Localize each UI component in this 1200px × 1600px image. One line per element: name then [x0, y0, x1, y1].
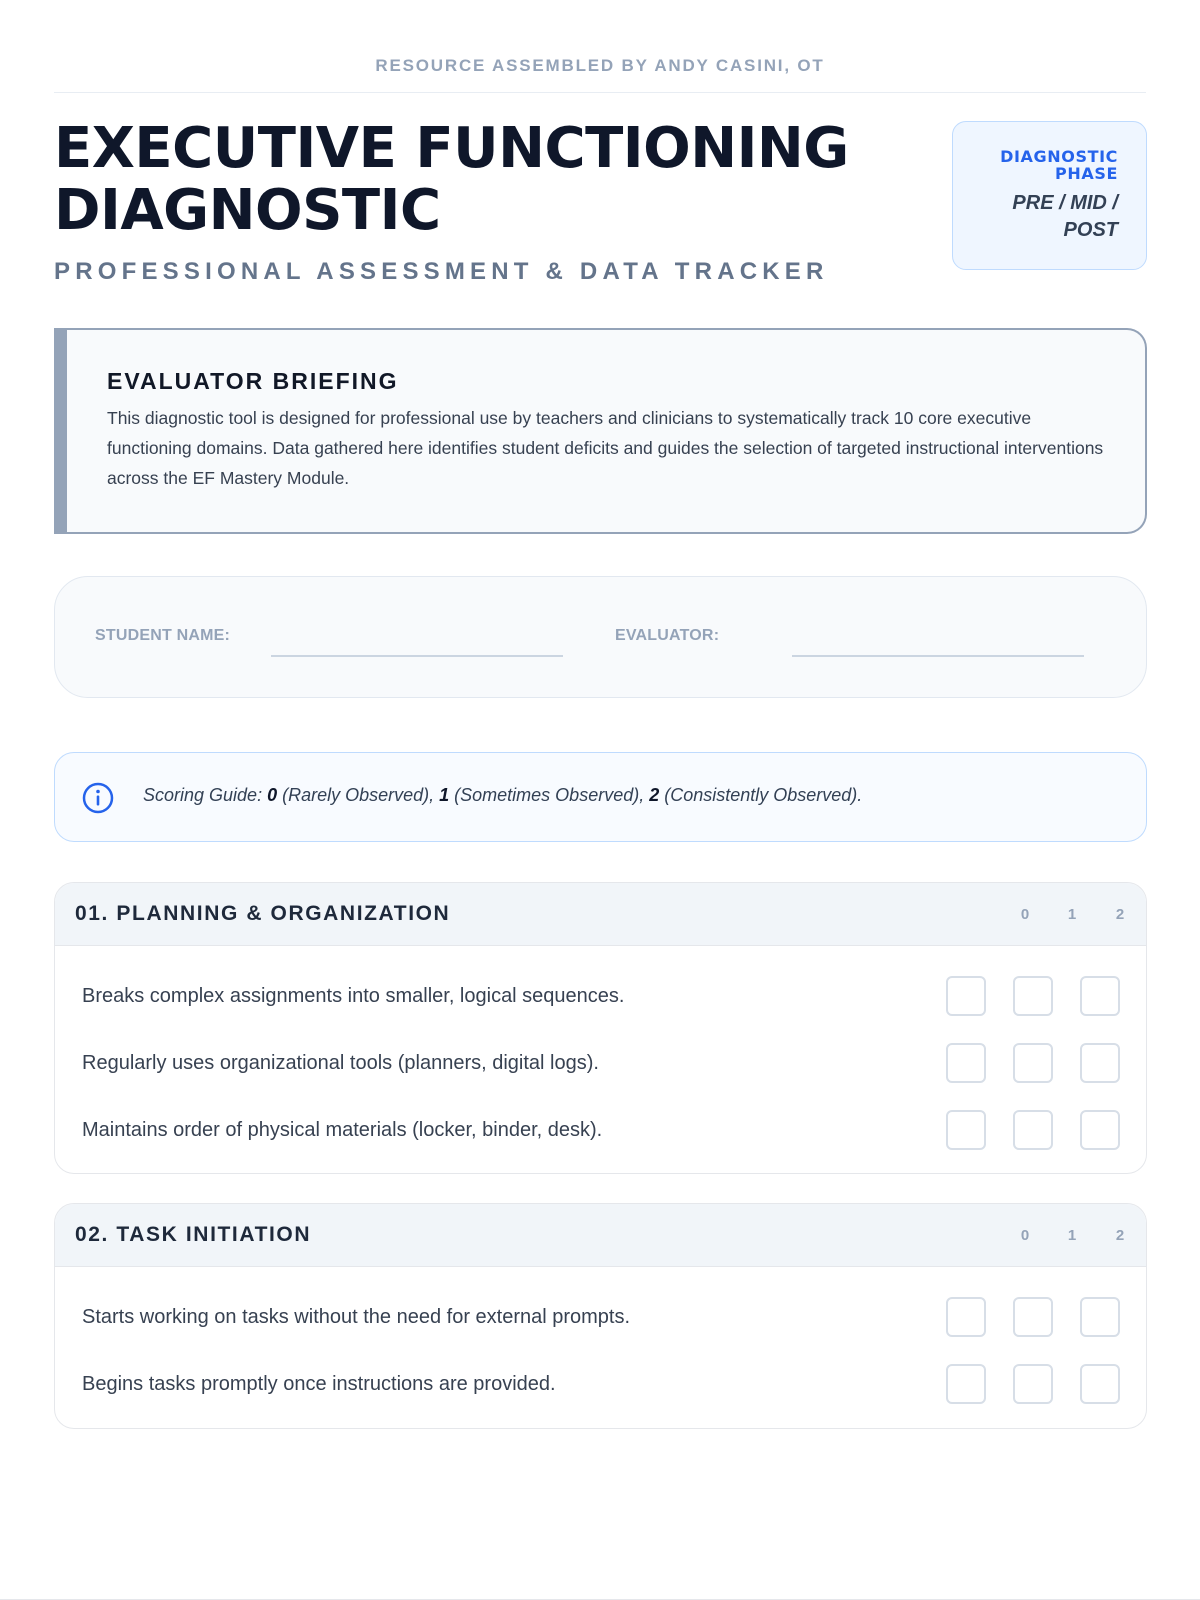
score-header-1: 1 — [1067, 1227, 1077, 1244]
score-checkbox-0[interactable] — [946, 1297, 986, 1337]
score-header-0: 0 — [1020, 906, 1030, 923]
evaluator-label: EVALUATOR: — [615, 627, 720, 644]
item-text: Maintains order of physical materials (locker, binder, desk). — [82, 1119, 603, 1141]
section-title: 01. PLANNING & ORGANIZATION — [75, 902, 451, 925]
score-checkbox-0[interactable] — [946, 1110, 986, 1150]
section-header — [55, 1204, 1146, 1267]
student-name-label: STUDENT NAME: — [95, 627, 231, 644]
score-checkbox-1[interactable] — [1013, 1043, 1053, 1083]
score-checkbox-2[interactable] — [1080, 1110, 1120, 1150]
score-checkbox-1[interactable] — [1013, 1297, 1053, 1337]
score-checkbox-2[interactable] — [1080, 1364, 1120, 1404]
briefing-title: EVALUATOR BRIEFING — [107, 368, 399, 394]
score-checkbox-2[interactable] — [1080, 1297, 1120, 1337]
score-checkbox-0[interactable] — [946, 976, 986, 1016]
checklist-item — [55, 1031, 1146, 1098]
section-task-initiation — [54, 1203, 1147, 1429]
briefing-text: This diagnostic tool is designed for professional use by teachers and clinicians to systematically track 10 core executive functioning domains. Data gathered here identifies student deficits and guides the selection of targeted instructional interventions across the EF Mastery Module. — [107, 408, 1104, 488]
item-text: Breaks complex assignments into smaller, logical sequences. — [82, 985, 625, 1007]
checklist-item — [55, 1352, 1146, 1419]
section-title: 02. TASK INITIATION — [75, 1223, 312, 1246]
item-text: Starts working on tasks without the need for external prompts. — [82, 1306, 631, 1328]
evaluator-briefing — [54, 328, 1147, 534]
resource-credit: RESOURCE ASSEMBLED BY ANDY CASINI, OT — [375, 56, 825, 75]
score-checkbox-1[interactable] — [1013, 1110, 1053, 1150]
score-header-1: 1 — [1067, 906, 1077, 923]
score-checkbox-2[interactable] — [1080, 976, 1120, 1016]
score-header-0: 0 — [1020, 1227, 1030, 1244]
score-checkbox-1[interactable] — [1013, 976, 1053, 1016]
section-header — [55, 883, 1146, 946]
item-text: Begins tasks promptly once instructions are provided. — [82, 1373, 556, 1395]
score-header-2: 2 — [1115, 1227, 1125, 1244]
header-divider — [54, 92, 1146, 93]
page-title: EXECUTIVE FUNCTIONING DIAGNOSTIC — [54, 116, 849, 243]
scoring-guide — [54, 752, 1147, 842]
student-info-card — [54, 576, 1147, 698]
phase-value: PRE / MID / POST — [1012, 192, 1118, 241]
section-planning-organization — [54, 882, 1147, 1174]
evaluator-field[interactable] — [792, 655, 1084, 657]
phase-label: DIAGNOSTIC PHASE — [1000, 147, 1118, 183]
score-checkbox-0[interactable] — [946, 1364, 986, 1404]
checklist-item — [55, 1285, 1146, 1352]
item-text: Regularly uses organizational tools (planners, digital logs). — [82, 1052, 599, 1074]
checklist-item — [55, 964, 1146, 1031]
scoring-guide-text: Scoring Guide: 0 (Rarely Observed), 1 (Sometimes Observed), 2 (Consistently Observed). — [143, 785, 863, 805]
score-checkbox-2[interactable] — [1080, 1043, 1120, 1083]
info-icon — [82, 782, 114, 814]
student-name-field[interactable] — [271, 655, 563, 657]
diagnostic-phase-card — [952, 121, 1147, 270]
score-checkbox-0[interactable] — [946, 1043, 986, 1083]
score-checkbox-1[interactable] — [1013, 1364, 1053, 1404]
score-header-2: 2 — [1115, 906, 1125, 923]
page-subtitle: PROFESSIONAL ASSESSMENT & DATA TRACKER — [54, 258, 829, 285]
checklist-item — [55, 1098, 1146, 1165]
